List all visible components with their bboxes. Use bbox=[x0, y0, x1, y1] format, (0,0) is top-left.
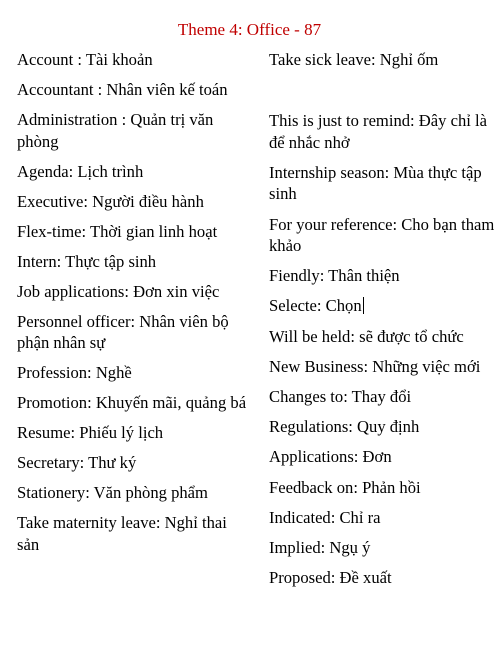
vocab-entry-select-text: Selecte: Chọn bbox=[269, 296, 362, 316]
vocab-entry-account: Account : Tài khoản bbox=[17, 50, 153, 69]
vocab-entry-agenda: Agenda: Lịch trình bbox=[17, 161, 144, 181]
vocab-entry-intern: Intern: Thực tập sinh bbox=[17, 251, 157, 271]
vocab-entry-accountant: Accountant : Nhân viên kế toán bbox=[17, 80, 228, 99]
vocab-entry-feedback: Feedback on: Phản hồi bbox=[269, 477, 421, 497]
right-column bbox=[269, 49, 495, 597]
vocab-entry-stationery: Stationery: Văn phòng phẩm bbox=[17, 483, 208, 502]
vocab-entry-personnel-officer: Personnel officer: Nhân viên bộ phận nhân sự bbox=[17, 311, 229, 352]
vocab-entry-new-business: New Business: Những việc mới bbox=[269, 356, 481, 376]
vocab-entry-secretary: Secretary: Thư ký bbox=[17, 453, 137, 472]
left-column bbox=[17, 49, 253, 564]
vocab-entry-maternity-leave: Take maternity leave: Nghỉ thai sản bbox=[17, 513, 227, 554]
vocab-entry-executive: Executive: Người điều hành bbox=[17, 191, 204, 211]
vocab-entry-regulations: Regulations: Quy định bbox=[269, 417, 420, 437]
vocab-entry-reference: For your reference: Cho bạn tham khảo bbox=[269, 214, 495, 256]
vocab-entry-implied: Implied: Ngụ ý bbox=[269, 537, 371, 557]
vocab-entry-resume: Resume: Phiếu lý lịch bbox=[17, 423, 164, 442]
vocab-entry-indicated: Indicated: Chỉ ra bbox=[269, 507, 381, 527]
vocab-entry-promotion: Promotion: Khuyến mãi, quảng bá bbox=[17, 393, 247, 412]
text-cursor bbox=[363, 297, 364, 314]
vocab-entry-job-applications: Job applications: Đơn xin việc bbox=[17, 281, 220, 301]
vocab-entry-will-be-held: Will be held: sẽ được tổ chức bbox=[269, 326, 464, 346]
vocab-entry-remind: This is just to remind: Đây chỉ là để nhắc nhở bbox=[269, 111, 487, 152]
vocab-entry-flex-time: Flex-time: Thời gian linh hoạt bbox=[17, 221, 218, 241]
vocab-entry-select[interactable] bbox=[269, 295, 495, 317]
vocab-entry-proposed: Proposed: Đề xuất bbox=[269, 568, 392, 588]
vocab-entry-internship-season: Internship season: Mùa thực tập sinh bbox=[269, 162, 482, 204]
vocab-entry-friendly: Fiendly: Thân thiện bbox=[269, 266, 400, 286]
vocab-entry-profession: Profession: Nghề bbox=[17, 363, 132, 382]
vocab-entry-administration: Administration : Quản trị văn phòng bbox=[17, 110, 214, 151]
vocab-entry-sick-leave: Take sick leave: Nghỉ ốm bbox=[269, 50, 439, 69]
vocab-entry-applications: Applications: Đơn bbox=[269, 447, 392, 467]
vocab-entry-changes-to: Changes to: Thay đổi bbox=[269, 387, 412, 406]
blank-line bbox=[269, 79, 495, 110]
page-title: Theme 4: Office - 87 bbox=[177, 20, 322, 39]
